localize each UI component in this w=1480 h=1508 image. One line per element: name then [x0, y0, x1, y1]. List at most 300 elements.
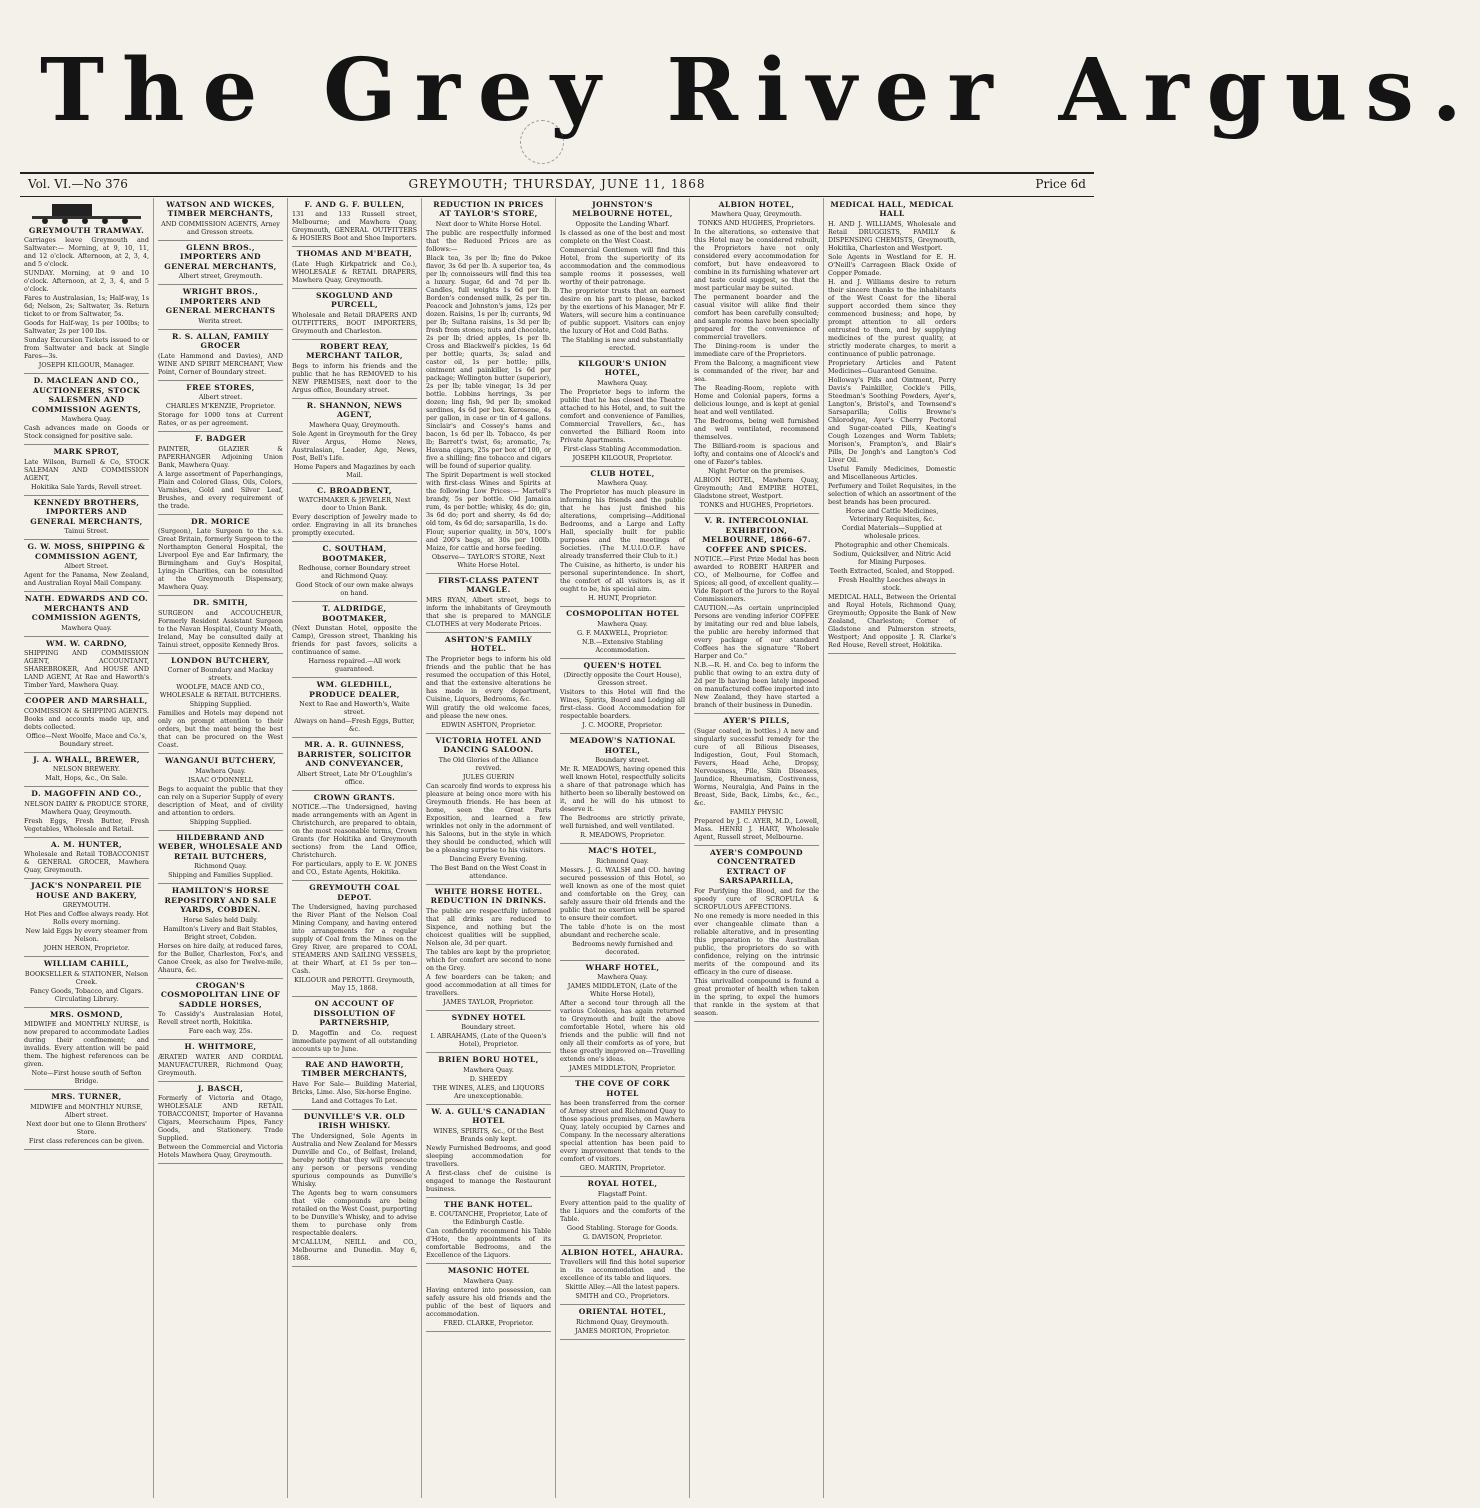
advertisement-text: JOSEPH KILGOUR, Manager.: [38, 361, 135, 370]
advertisement-text: Albert street.: [198, 393, 243, 402]
advertisement-heading: F. AND G. F. BULLEN,: [304, 200, 405, 209]
advertisement-text: (Late Hugh Kirkpatrick and Co.), WHOLESALE & RETAIL DRAPERS, Mawhera Quay, Greymouth.: [292, 259, 417, 284]
advertisement-heading: HILDEBRAND AND WEBER, WHOLESALE AND RETAIL BUTCHERS,: [158, 832, 283, 861]
advertisement-text: Proprietary Articles and Patent Medicines—Guaranteed Genuine.: [828, 358, 956, 375]
advertisement-heading: THOMAS AND M'BEATH,: [296, 249, 413, 259]
advertisement-text: Hokitika Sale Yards, Revell street.: [31, 482, 142, 491]
advertisement-heading: SKOGLUND AND PURCELL,: [316, 290, 393, 310]
advertisement-text: To Cassidy's Australasian Hotel, Revell street north, Hokitika.: [158, 1010, 283, 1027]
advertisement: [426, 885, 551, 1011]
advertisement-text: A large assortment of Paperhangings, Plain and Colored Glass, Oils, Colors, Varnishes, Gold and Silver Leaf, Brushes, and every requirement of the trade.: [158, 469, 283, 510]
advertisement: [292, 198, 417, 247]
advertisement: [292, 340, 417, 399]
advertisement-heading: CLUB HOTEL,: [590, 468, 655, 478]
advertisement: [158, 432, 283, 514]
advertisement-text: The tables are kept by the proprietor, which for comfort are second to none on the Grey.: [426, 947, 551, 972]
advertisement-text: From the Balcony, a magnificent view is commanded of the river, bar and sea.: [694, 359, 819, 384]
advertisement: [158, 884, 283, 978]
advertisement-text: Sole Agent in Greymouth for the Grey River Argus, Home News, Australasian, Leader, Age, News, Post, Bell's Life.: [292, 429, 417, 462]
advertisement-heading: WANGANUI BUTCHERY,: [164, 756, 277, 766]
advertisement-text: Mawhera Quay.: [195, 766, 246, 775]
advertisement-heading: ALBION HOTEL, AHAURA.: [561, 1247, 684, 1257]
advertisement: [158, 381, 283, 432]
advertisement-text: The Old Glories of the Alliance revived.: [438, 755, 539, 772]
advertisement-text: NELSON DAIRY & PRODUCE STORE, Mawhera Quay, Greymouth.: [24, 799, 149, 816]
advertisement-text: Mawhera Quay, Greymouth.: [711, 210, 802, 219]
advertisement-text: Mawhera Quay.: [597, 378, 648, 387]
advertisement-heading: DR. SMITH,: [192, 598, 249, 608]
advertisement-text: Always on hand—Fresh Eggs, Butter, &c.: [294, 717, 415, 734]
advertisement-text: Mawhera Quay.: [61, 415, 112, 424]
advertisement-text: Next door but one to Glenn Brothers' Store.: [26, 1119, 147, 1136]
advertisement-heading: MAC'S HOTEL,: [588, 846, 657, 856]
advertisement-heading: THE COVE OF CORK HOTEL: [575, 1079, 670, 1098]
advertisement-heading: WM. W. CARDNO,: [45, 638, 128, 648]
advertisement: [24, 374, 149, 445]
advertisement: [694, 714, 819, 845]
advertisement: [292, 289, 417, 340]
advertisement-text: FRED. CLARKE, Proprietor.: [443, 1318, 534, 1327]
advertisement-heading: COSMOPOLITAN HOTEL: [566, 609, 679, 619]
advertisement: [426, 1264, 551, 1331]
advertisement-heading: KENNEDY BROTHERS, IMPORTERS AND GENERAL MERCHANTS,: [30, 497, 143, 526]
advertisement-text: Redhouse, corner Boundary street and Richmond Quay.: [298, 564, 411, 581]
advertisement-text: Begs to inform his friends and the public that he has REMOVED to his NEW PREMISES, next door to the Argus office, Boundary street.: [292, 361, 417, 394]
advertisement-text: ÆRATED WATER AND CORDIAL MANUFACTURER, Richmond Quay, Greymouth.: [158, 1052, 283, 1077]
advertisement: [560, 467, 685, 607]
advertisement-text: Skittle Alley.—All the latest papers.: [565, 1283, 680, 1292]
advertisement: [560, 1305, 685, 1339]
advertisement-text: Observe— TAYLOR'S STORE, Next White Horse Hotel.: [431, 552, 546, 569]
advertisement-text: D. SHEEDY: [469, 1074, 508, 1083]
advertisement-text: Having entered into possession, can safely assure his old friends and the public of the best of liquors and accommodation.: [426, 1285, 551, 1318]
advertisement-text: Cash advances made on Goods or Stock consigned for positive sale.: [24, 424, 149, 441]
advertisement-heading: V. R. INTERCOLONIAL EXHIBITION, MELBOURNE, 1866-67. COFFEE AND SPICES.: [702, 516, 811, 554]
advertisement: [158, 979, 283, 1040]
advertisement-heading: GREYMOUTH TRAMWAY.: [28, 226, 145, 235]
advertisement-text: The proprietor trusts that an earnest desire on his part to please, backed by the exertions of his Manager, Mr F. Waters, will secure him a continuance of public support. Visitors can enjoy the luxury of Hot and Cold Baths.: [560, 286, 685, 335]
advertisement-text: Mawhera Quay.: [597, 619, 648, 628]
advertisement-text: Good Stock of our own make always on hand.: [295, 581, 414, 598]
advertisement-text: Horse Sales held Daily.: [183, 915, 258, 924]
advertisement-text: (Directly opposite the Court House), Gresson street.: [563, 671, 682, 688]
advertisement-text: JAMES TAYLOR, Proprietor.: [443, 997, 534, 1006]
advertisement-heading: ROYAL HOTEL,: [587, 1179, 658, 1189]
advertisement: [292, 738, 417, 790]
advertisement-text: H. and J. Williams desire to return their sincere thanks to the inhabitants of the West Coast for the liberal support accorded them since they commenced business; and hope, by prompt attention to all orders entrusted to them, and by supplying medicines of the purest quality, at strictly moderate charges, to merit a continuance of public patronage.: [828, 277, 956, 358]
column-2: [154, 198, 288, 1498]
advertisement-heading: FIRST-CLASS PATENT MANGLE.: [438, 575, 539, 595]
advertisement: [24, 879, 149, 957]
advertisement: [158, 654, 283, 754]
advertisement-heading: VICTORIA HOTEL AND DANCING SALOON.: [435, 735, 542, 755]
advertisement: [24, 1008, 149, 1090]
advertisement-text: (Late Hammond and Davies), AND WINE AND SPIRIT MERCHANT, View Point, Corner of Boundary street.: [158, 351, 283, 376]
advertisement-text: The public are respectfully informed that the Reduced Prices are as follows:—: [426, 228, 551, 253]
advertisement-text: J. C. MOORE, Proprietor.: [582, 721, 663, 730]
column-6: [690, 198, 824, 1498]
advertisement-text: Is classed as one of the best and most complete on the West Coast.: [560, 228, 685, 245]
advertisement-text: A few boarders can be taken; and good accommodation at all times for travellers.: [426, 972, 551, 997]
advertisement: [426, 1053, 551, 1104]
advertisement-text: M'CALLUM, NEILL and CO., Melbourne and Dunedin. May 6, 1868.: [292, 1237, 417, 1262]
advertisement: [426, 1011, 551, 1053]
advertisement-text: Next to Rae and Haworth's, Waite street.: [299, 700, 410, 717]
price: Price 6d: [1035, 177, 1086, 191]
advertisement-text: MIDWIFE and MONTHLY NURSE, is now prepared to accommodate Ladies during their confinement; and invalids. Every attention will be paid them. The highest references can be given.: [24, 1020, 149, 1069]
advertisement-text: Flagstaff Point.: [597, 1189, 648, 1198]
advertisement-text: Between the Commercial and Victoria Hotels Mawhera Quay, Greymouth.: [158, 1143, 283, 1160]
advertisement-text: Hamilton's Livery and Bait Stables, Bright street, Cobden.: [163, 924, 278, 941]
advertisement-text: Shipping Supplied.: [189, 700, 252, 709]
library-stamp-icon: [520, 120, 564, 164]
advertisement-text: The Bedrooms, being well furnished and well ventilated, recommend themselves.: [694, 417, 819, 442]
advertisement-text: SURGEON and ACCOUCHEUR, Formerly Resident Assistant Surgeon to the Navan Hospital, County Meath, Ireland, May be consulted daily at Tainui street, opposite Kennedy Bros.: [158, 608, 283, 649]
advertisement-text: The Agents beg to warn consumers that vile compounds are being retailed on the West Coast, purporting to be Dunville's Whisky, and to advise them to purchase only from respectable dealers.: [292, 1188, 417, 1237]
advertisement-text: Mawhera Quay.: [597, 973, 648, 982]
advertisement-text: Boundary street.: [595, 756, 650, 765]
advertisement-text: Mawhera Quay.: [597, 479, 648, 488]
advertisement-text: The Bedrooms are strictly private, well furnished, and well ventilated.: [560, 814, 685, 831]
advertisement-text: CHARLES M'KENZIE, Proprietor.: [165, 402, 276, 411]
advertisement-text: Wholesale and Retail TOBACCONIST & GENERAL GROCER, Mawhera Quay, Greymouth.: [24, 850, 149, 875]
advertisement: [24, 540, 149, 592]
advertisement-text: Albert Street.: [64, 562, 109, 571]
advertisement: [694, 846, 819, 1022]
advertisement: [560, 357, 685, 467]
advertisement: [158, 1082, 283, 1164]
advertisement-text: WATCHMAKER & JEWELER, Next door to Union Bank.: [298, 496, 411, 513]
advertisement-text: Night Porter on the premises.: [708, 467, 805, 476]
advertisement-text: Horses on hire daily, at reduced fares, for the Buller, Charleston, Fox's, and Canoe Creek, as also for Twelve-mile, Ahaura, &c.: [158, 941, 283, 974]
advertisement-text: For particulars, apply to E. W. JONES and CO., Estate Agents, Hokitika.: [292, 860, 417, 877]
advertisement-heading: J. BASCH,: [197, 1083, 244, 1093]
advertisement-text: COMMISSION & SHIPPING AGENTS. Books and accounts made up, and debts collected.: [24, 706, 149, 731]
advertisement-heading: F. BADGER: [195, 434, 246, 444]
advertisement-text: Carriages leave Greymouth and Saltwater:— Morning, at 9, 10, 11, and 12 o'clock. Afternoon, at 2, 3, 4, and 5 o'clock.: [24, 236, 149, 269]
advertisement-text: SUNDAY. Morning, at 9 and 10 o'clock. Afternoon, at 2, 3, 4, and 5 o'clock.: [24, 269, 149, 294]
advertisement-heading: A. M. HUNTER,: [50, 839, 123, 849]
advertisement: [158, 241, 283, 285]
advertisement-text: JAMES MIDDLETON, (Late of the White Horse Hotel),: [567, 982, 678, 999]
advertisement-text: Mawhera Quay.: [463, 1276, 514, 1285]
advertisement-text: H. HUNT, Proprietor.: [588, 594, 657, 603]
advertisement-text: JOSEPH KILGOUR, Proprietor.: [572, 453, 673, 462]
advertisement-text: Useful Family Medicines, Domestic and Miscellaneous Articles.: [828, 464, 956, 481]
advertisement: [158, 515, 283, 596]
advertisement-text: N.B.—Extensive Stabling Accommodation.: [582, 637, 663, 654]
advertisement-heading: JOHNSTON'S MELBOURNE HOTEL,: [572, 200, 673, 219]
advertisement-text: Shipping and Families Supplied.: [168, 871, 273, 880]
advertisement-text: EDWIN ASHTON, Proprietor.: [441, 720, 536, 729]
advertisement: [292, 997, 417, 1057]
advertisement-heading: C. BROADBENT,: [317, 485, 392, 495]
advertisement: [426, 734, 551, 885]
advertisement-text: The Proprietor begs to inform the public that he has closed the Theatre attached to his Hotel, and, to suit the comfort and convenience of Families, Commercial Travellers, &c., has converted the Billiard Room into Private Apartments.: [560, 387, 685, 444]
advertisement-text: Every description of Jewelry made to order. Engraving in all its branches promptly executed.: [292, 513, 417, 538]
advertisement-text: G. F. MAXWELL, Proprietor.: [577, 628, 668, 637]
advertisement-text: This unrivalled compound is found a great promoter of health when taken in the spring, to expel the humors that rankle in the system at that season.: [694, 976, 819, 1017]
advertisement-text: Corner of Boundary and Mackay streets.: [167, 666, 274, 683]
advertisement-text: After a second tour through all the various Colonies, has again returned to Greymouth and built the above comfortable Hotel, where his old friends and the public will find not only all their comforts as of yore, but these greatly improved on—Travelling extends one's ideas.: [560, 999, 685, 1064]
advertisement-text: E. COUTANCHE, Proprietor, Late of the Edinburgh Castle.: [429, 1210, 548, 1227]
advertisement-text: MEDICAL HALL, Between the Oriental and Royal Hotels, Richmond Quay, Greymouth; Opposite the Bank of New Zealand, Charleston; Corner of Gladstone and Palmerston streets, Westport; And opposite J. R. Clarke's Red House, Revell street, Hokitika.: [828, 592, 956, 649]
advertisement: [158, 198, 283, 241]
advertisement-heading: QUEEN'S HOTEL: [583, 660, 662, 670]
advertisement-text: Mawhera Quay.: [463, 1065, 514, 1074]
advertisement: [426, 1198, 551, 1264]
advertisement: [24, 637, 149, 694]
advertisement: [24, 957, 149, 1007]
advertisement: [24, 1090, 149, 1149]
advertisement-text: GREYMOUTH.: [62, 901, 111, 910]
advertisement-text: Hot Pies and Coffee always ready. Hot Rolls every morning.: [24, 910, 149, 927]
advertisement-text: Perfumery and Toilet Requisites, in the selection of which an assortment of the best brands has been procured.: [828, 481, 956, 506]
advertisement-text: Fancy Goods, Tobacco, and Cigars. Circulating Library.: [29, 986, 144, 1003]
advertisement-text: Newly Furnished Bedrooms, and good sleeping accommodation for travellers.: [426, 1143, 551, 1168]
advertisement-text: Good Stabling. Storage for Goods.: [566, 1223, 679, 1232]
advertisement-text: First class references can be given.: [28, 1136, 145, 1145]
advertisement: [292, 881, 417, 997]
advertisement: [560, 1077, 685, 1177]
advertisement-heading: MASONIC HOTEL: [447, 1266, 530, 1276]
column-3: [288, 198, 422, 1498]
advertisement-text: Richmond Quay, Greymouth.: [576, 1317, 669, 1326]
advertisement: [560, 844, 685, 960]
newspaper-title: The Grey River Argus.: [40, 40, 1480, 141]
advertisement-heading: ALBION HOTEL,: [718, 200, 795, 209]
advertisement-text: The Undersigned, Sole Agents in Australia and New Zealand for Messrs Dunville and Co., of Belfast, Ireland, hereby notify that they will prosecute any person or persons vending spurious compounds as Dunville's Whisky.: [292, 1131, 417, 1188]
advertisement-text: Travellers will find this hotel superior in its accommodation and the excellence of its table and liquors.: [560, 1258, 685, 1283]
advertisement: [828, 198, 956, 654]
advertisement-text: has been transferred from the corner of Arney street and Richmond Quay to those spacious premises, on Mawhera Quay, lately occupied by Carnes and Company. In the necessary alterations special attention has been paid to every improvement that tends to the comfort of visitors.: [560, 1099, 685, 1164]
advertisement: [694, 514, 819, 714]
advertisement-text: JAMES MORTON, Proprietor.: [575, 1326, 670, 1335]
advertisement-text: Richmond Quay.: [596, 856, 649, 865]
advertisement-text: Black tea, 3s per lb; fine do Pekoe flavor, 3s 6d per lb. A superior tea, 4s per lb; connoisseurs will find this tea a luxury. Sugar, 6d and 7d per lb. Candles, full weights 1s 6d per lb. Borden's condensed milk, 2s per tin. Peacock and Johnston's jams, 12s per dozen. Raisins, 1s per lb; currants, 9d per lb; Sultana raisins, 1s 3d per lb; fresh from stones; nuts and chocolate, 2s per lb; dried apples, 1s per lb. Cross and Blackwell's pickles, 1s 6d per bottle; quarts, 3s; salad and castor oil, 1s per bottle; pills, ointment and painkiller, 1s 6d per package; Wellington butter (superior), 2s per lb; table vinegar, 1s 3d per bottle. Lobbins herrings, 3s per dozen; ling fish, 9d per lb; smoked sardines, 4s 6d per box. Kerosene, 4s per gallon, in case or tin of 4 gallons. Sinclair's and Cossey's hams and bacon, 1s 6d per lb. Tobacco, 4s per lb; Barrett's twist, 6s; aromatic, 7s; Havana cigars, 25s per box of 100, or five a shilling; fine tobacco and cigars will be found of superior quality.: [426, 253, 551, 470]
advertisement-text: AND COMMISSION AGENTS, Arney and Gresson streets.: [161, 219, 280, 236]
advertisement: [560, 659, 685, 734]
advertisement-text: (Surgeon), Late Surgeon to the s.s. Great Britain, formerly Surgeon to the Northampton General Hospital, the Liverpool Eye and Ear Infirmary, the Birmingham and Guy's Hospital, Lying-in Charities, can be consulted at the Greymouth Dispensary, Mawhera Quay.: [158, 527, 283, 592]
advertisement-heading: GLENN BROS., IMPORTERS AND GENERAL MERCHANTS,: [164, 242, 277, 271]
advertisement-text: Storage for 1000 tons at Current Rates, or as per agreement.: [158, 411, 283, 428]
advertisement-heading: WILLIAM CAHILL,: [43, 959, 130, 969]
advertisement-text: Sodium, Quicksilver, and Nitric Acid for Mining Purposes.: [833, 549, 951, 566]
advertisement: [560, 961, 685, 1077]
advertisement-heading: MEDICAL HALL, MEDICAL HALL: [830, 200, 954, 219]
advertisement-text: Dancing Every Evening.: [449, 854, 528, 863]
advertisement-text: Fares to Australasian, 1s; Half-way, 1s 6d; Nelson, 2s; Saltwater, 3s. Return ticket to or from Saltwater, 5s.: [24, 294, 149, 319]
advertisement-text: Have For Sale— Building Material, Bricks, Lime. Also, Six-horse Engine.: [292, 1079, 417, 1096]
advertisement: [24, 694, 149, 752]
advertisement-text: Horse and Cattle Medicines, Veterinary Requisites, &c.: [845, 506, 939, 523]
advertisement-text: G. DAVISON, Proprietor.: [582, 1232, 663, 1241]
advertisement-text: JAMES MIDDLETON, Proprietor.: [569, 1064, 676, 1073]
advertisement-text: BOOKSELLER & STATIONER, Nelson Creek.: [24, 969, 149, 986]
advertisement-text: Mawhera Quay, Greymouth.: [309, 420, 400, 429]
advertisement-text: MIDWIFE and MONTHLY NURSE, Albert street.: [30, 1102, 143, 1119]
advertisement-text: Photographic and other Chemicals.: [834, 540, 950, 549]
advertisement-text: Can scarcely find words to express his pleasure at being once more with his Greymouth friends. He has been at home, seen the Great Paris Exposition, and learned a few wrinkles not only in the adornment of his Saloons, but in the style in which they should be conducted, which will be a pleasing surprise to his visitors.: [426, 781, 551, 854]
advertisement: [292, 791, 417, 881]
advertisement-text: ALBION HOTEL, Mawhera Quay, Greymouth; And EMPIRE HOTEL, Gladstone street, Westport.: [694, 476, 819, 501]
advertisement-text: Shipping Supplied.: [189, 817, 252, 826]
advertisement-text: First-class Stabling Accommodation.: [563, 444, 682, 453]
advertisement-heading: R. S. ALLAN, FAMILY GROCER: [172, 331, 269, 351]
advertisement-text: The permanent boarder and the casual visitor will alike find their comfort has been carefully consulted; and sample rooms have been specially prepared for the convenience of commercial travellers.: [694, 293, 819, 342]
advertisement: [24, 787, 149, 837]
advertisement-heading: WATSON AND WICKES, TIMBER MERCHANTS,: [166, 200, 275, 219]
advertisement-text: JOHN HERON, Proprietor.: [43, 944, 130, 953]
column-1: [20, 198, 154, 1498]
advertisement-text: The Undersigned, having purchased the River Plant of the Nelson Coal Mining Company, and having entered into arrangements for a regular supply of Coal from the Mines on the Grey River, are prepared to COAL STEAMERS AND SAILING VESSELS, at their Wharf, at £1 5s per ton—Cash.: [292, 903, 417, 976]
advertisement: [560, 607, 685, 658]
advertisement-heading: REDUCTION IN PRICES AT TAYLOR'S STORE,: [433, 200, 544, 219]
advertisement-text: NELSON BREWERY.: [52, 765, 121, 774]
advertisement: [292, 247, 417, 288]
advertisement-text: Richmond Quay.: [194, 862, 247, 871]
advertisement-text: Boundary street.: [461, 1023, 516, 1032]
advertisement-heading: DUNVILLE'S V.R. OLD IRISH WHISKY.: [303, 1111, 406, 1131]
advertisement: [426, 574, 551, 633]
advertisement-text: Note—First house south of Sefton Bridge.: [31, 1069, 142, 1086]
advertisement-text: Sunday Excursion Tickets issued to or from Saltwater and back at Single Fares—3s.: [24, 336, 149, 361]
column-4: [422, 198, 556, 1498]
advertisement-text: Sole Agents in Westland for E. H. O'Neill's Carrageen Black Oxide of Copper Pomade.: [828, 252, 956, 277]
advertisement-heading: ORIENTAL HOTEL,: [578, 1307, 667, 1317]
advertisement-heading: R. SHANNON, NEWS AGENT,: [306, 400, 403, 420]
advertisement: [560, 198, 685, 357]
advertisement-heading: AYER'S COMPOUND CONCENTRATED EXTRACT OF SARSAPARILLA,: [709, 847, 804, 886]
advertisement-text: Holloway's Pills and Ointment, Perry Davis's Painkiller, Cockle's Pills, Steedman's Soothing Powders, Ayer's, Langton's, Bristol's, and Townsend's Sarsaparilla; Collis Browne's Chlorodyne, Ayer's Cherry Pectoral and Sugar-coated Pills, Keating's Cough Lozenges and Worm Tablets; Morison's, Frampton's, and Blair's Pills, De Jongh's and Langton's Cod Liver Oil.: [828, 375, 956, 464]
advertisement-heading: DR. MORICE: [191, 516, 250, 526]
advertisement-heading: JACK'S NONPAREIL PIE HOUSE AND BAKERY,: [31, 881, 142, 900]
advertisement-heading: ASHTON'S FAMILY HOTEL.: [444, 634, 533, 654]
advertisement-text: Opposite the Landing Wharf.: [575, 219, 670, 228]
advertisement-text: Agent for the Panama, New Zealand, and Australian Royal Mail Company.: [24, 571, 149, 588]
advertisement-text: Visitors to this Hotel will find the Wines, Spirits, Board and Lodging all first-class. Good Accommodation for respectable boarders.: [560, 688, 685, 721]
advertisement-text: Can confidently recommend his Table d'Hote, the appointments of its comfortable Bedrooms, and the Excellence of the Liquors.: [426, 1227, 551, 1260]
advertisement-text: In the alterations, so extensive that this Hotel may be considered rebuilt, the Proprietors have not only considered every accommodation for comfort, but have endeavored to combine in its furnishing whatever art and taste could suggest, so that the most particular may be suited.: [694, 228, 819, 293]
advertisement-text: No one remedy is more needed in this ever changeable climate than a reliable alterative, and in presenting this preparation to the Australian public, the proprietors do so with confidence, relying on the intrinsic merits of the compound and its efficacy in the cure of disease.: [694, 911, 819, 976]
advertisement-text: Begs to acquaint the public that they can rely on a Superior Supply of every description of Meat, and of civility and attention to orders.: [158, 784, 283, 817]
advertisement-text: N.B.—R. H. and Co. beg to inform the public that owing to an extra duty of 2d per lb having been lately imposed on manufactured coffee imported into New Zealand, they have started a branch of their business in Dunedin.: [694, 661, 819, 710]
advertisement-heading: WM. GLEDHILL, PRODUCE DEALER,: [309, 680, 400, 699]
advertisement-heading: G. W. MOSS, SHIPPING & COMMISSION AGENT,: [27, 542, 146, 561]
advertisement-text: Mawhera Quay.: [61, 623, 112, 632]
advertisement-heading: MEADOW'S NATIONAL HOTEL,: [569, 736, 676, 755]
advertisement-text: Prepared by J. C. AYER, M.D., Lowell, Mass. HENRI J. HART, Wholesale Agent, Russell street, Melbourne.: [694, 816, 819, 841]
advertisement: [560, 1246, 685, 1305]
advertisement: [24, 838, 149, 879]
advertisement-heading: H. WHITMORE,: [184, 1042, 257, 1052]
advertisement: [24, 753, 149, 787]
advertisement-text: The Proprietor has much pleasure in informing his friends and the public that he has just finished his alterations, comprising—Additional Bedrooms, and a Large and Lofty Hall, specially built for public purposes and the meetings of Societies. (The M.U.I.O.O.F. have already transferred their Club to it.): [560, 488, 685, 561]
column-5: [556, 198, 690, 1498]
advertisement-text: JULES GUERIN: [462, 772, 515, 781]
dateline: [20, 172, 1094, 197]
tram-engine-icon: [32, 202, 141, 224]
advertisement-heading: NATH. EDWARDS AND CO. MERCHANTS AND COMMISSION AGENTS,: [24, 594, 149, 623]
advertisement-heading: MR. A. R. GUINNESS, BARRISTER, SOLICITOR AND CONVEYANCER,: [297, 740, 412, 769]
advertisement-text: CAUTION.—As certain unprincipled Persons are vending inferior COFFEE by imitating our red and blue labels, the public are hereby informed that every package of our standard Coffees has the signature "Robert Harper and Co.": [694, 604, 819, 661]
advertisement: [24, 198, 149, 374]
advertisement-text: Late Wilson, Burnell & Co, STOCK SALEMAN AND COMMISSION AGENT,: [24, 457, 149, 482]
advertisement-text: NOTICE.—First Prize Medal has been awarded to ROBERT HARPER and CO., of Melbourne, for Coffee and Spices; all good, of excellent quality.—Vide Report of the Jurors to the Royal Commissioners.: [694, 555, 819, 604]
advertisement-text: Fresh Eggs, Fresh Butter, Fresh Vegetables, Wholesale and Retail.: [24, 816, 149, 833]
advertisement: [426, 198, 551, 574]
advertisement-text: SHIPPING AND COMMISSION AGENT, ACCOUNTANT, SHAREBROKER, And HOUSE AND LAND AGENT, At Rae and Haworth's Timber Yard, Mawhera Quay.: [24, 649, 149, 690]
advertisement: [694, 198, 819, 514]
advertisement-text: Flour, superior quality, in 50's, 100's and 200's bags, at 30s per 100lb. Maize, for cattle and horse feeding.: [426, 527, 551, 552]
advertisement: [292, 484, 417, 542]
advertisement-heading: GREYMOUTH COAL DEPOT.: [309, 883, 400, 902]
advertisement: [158, 285, 283, 329]
advertisement: [560, 734, 685, 844]
advertisement: [158, 831, 283, 884]
advertisement-heading: BRIEN BORU HOTEL,: [438, 1055, 539, 1065]
advertisement-text: Goods for Half-way, 1s per 100lbs; to Saltwater, 2s per 100 lbs.: [24, 319, 149, 336]
advertisement-text: Cordial Materials—Supplied at wholesale prices.: [841, 523, 943, 540]
advertisement-text: TONKS and HUGHES, Proprietors.: [699, 501, 814, 510]
advertisement-text: The Stabling is new and substantially erected.: [561, 335, 684, 352]
volume-number: Vol. VI.—No 376: [28, 177, 128, 191]
advertisement-heading: MARK SPROT,: [53, 447, 120, 457]
advertisement: [426, 1105, 551, 1198]
advertisement-text: For Purifying the Blood, and for the speedy cure of SCROFULA & SCROFULOUS AFFECTIONS.: [694, 886, 819, 911]
advertisement-heading: SYDNEY HOTEL: [451, 1012, 526, 1022]
advertisement-heading: HAMILTON'S HORSE REPOSITORY AND SALE YARDS, COBDEN.: [164, 886, 277, 915]
advertisement-heading: ON ACCOUNT OF DISSOLUTION OF PARTNERSHIP,: [313, 999, 396, 1028]
advertisement-text: Wholesale and Retail DRAPERS AND OUTFITTERS, BOOT IMPORTERS, Greymouth and Charleston.: [292, 310, 417, 335]
columns: [20, 198, 1094, 1498]
advertisement-text: Every attention paid to the quality of the Liquors and the comforts of the Table.: [560, 1198, 685, 1223]
advertisement-text: 131 and 133 Russell street, Melbourne; and Mawhera Quay, Greymouth, GENERAL OUTFITTERS & HOSIERS Boot and Shoe Importers.: [292, 210, 417, 243]
advertisement: [158, 330, 283, 381]
advertisement-heading: ROBERT REAY, MERCHANT TAILOR,: [306, 341, 403, 361]
advertisement-text: Office—Next Woolfe, Mace and Co.'s, Boundary street.: [26, 731, 147, 748]
advertisement-text: Albert street, Greymouth.: [178, 272, 263, 281]
advertisement-text: Harness repaired.—All work guaranteed.: [308, 657, 401, 674]
advertisement-heading: THE BANK HOTEL.: [444, 1199, 533, 1209]
advertisement-text: R. MEADOWS, Proprietor.: [580, 831, 665, 840]
advertisement-text: SMITH and CO., Proprietors.: [575, 1292, 670, 1301]
advertisement-text: The Proprietor begs to inform his old friends and the public that he has resumed the occupation of this Hotel, and that the extensive alterations he has made in every department, Cuisine, Liquors, Bedrooms, &c.: [426, 654, 551, 703]
advertisement-heading: CROGAN'S COSMOPOLITAN LINE OF SADDLE HORSES,: [160, 980, 281, 1009]
advertisement-heading: AYER'S PILLS,: [723, 716, 790, 726]
advertisement: [24, 445, 149, 495]
advertisement-text: Tainui Street.: [64, 527, 109, 536]
advertisement-text: Bedrooms newly furnished and decorated.: [572, 939, 673, 956]
advertisement-text: Home Papers and Magazines by each Mail.: [293, 462, 416, 479]
advertisement: [158, 596, 283, 653]
advertisement: [24, 496, 149, 540]
column-7: [824, 198, 960, 1498]
advertisement-text: The Billiard-room is spacious and lofty, and contains one of Alcock's and one of Fazer's tables.: [694, 442, 819, 467]
place-date: GREYMOUTH; THURSDAY, JUNE 11, 1868: [408, 177, 706, 191]
advertisement-text: TONKS AND HUGHES, Proprietors.: [697, 219, 816, 228]
advertisement-text: PAINTER, GLAZIER & PAPERHANGER Adjoining Union Bank, Mawhera Quay.: [158, 444, 283, 469]
advertisement-text: Land and Cottages To Let.: [311, 1096, 398, 1105]
advertisement-text: Werita street.: [198, 316, 243, 325]
advertisement-heading: WHARF HOTEL,: [585, 962, 660, 972]
advertisement-heading: W. A. GULL'S CANADIAN HOTEL: [431, 1106, 546, 1126]
advertisement: [292, 542, 417, 602]
advertisement-text: Formerly of Victoria and Otago, WHOLESALE AND RETAIL TOBACCONIST, Importer of Havanna Cigars, Meerschaum Pipes, Fancy Goods, and Stationery. Trade Supplied.: [158, 1094, 283, 1143]
advertisement-text: MRS RYAN, Albert street, begs to inform the inhabitants of Greymouth that she is prepared to MANGLE CLOTHES at very Moderate Prices.: [426, 595, 551, 628]
advertisement: [292, 602, 417, 678]
advertisement-text: Albert Street, Late Mr O'Loughlin's office.: [296, 769, 413, 786]
